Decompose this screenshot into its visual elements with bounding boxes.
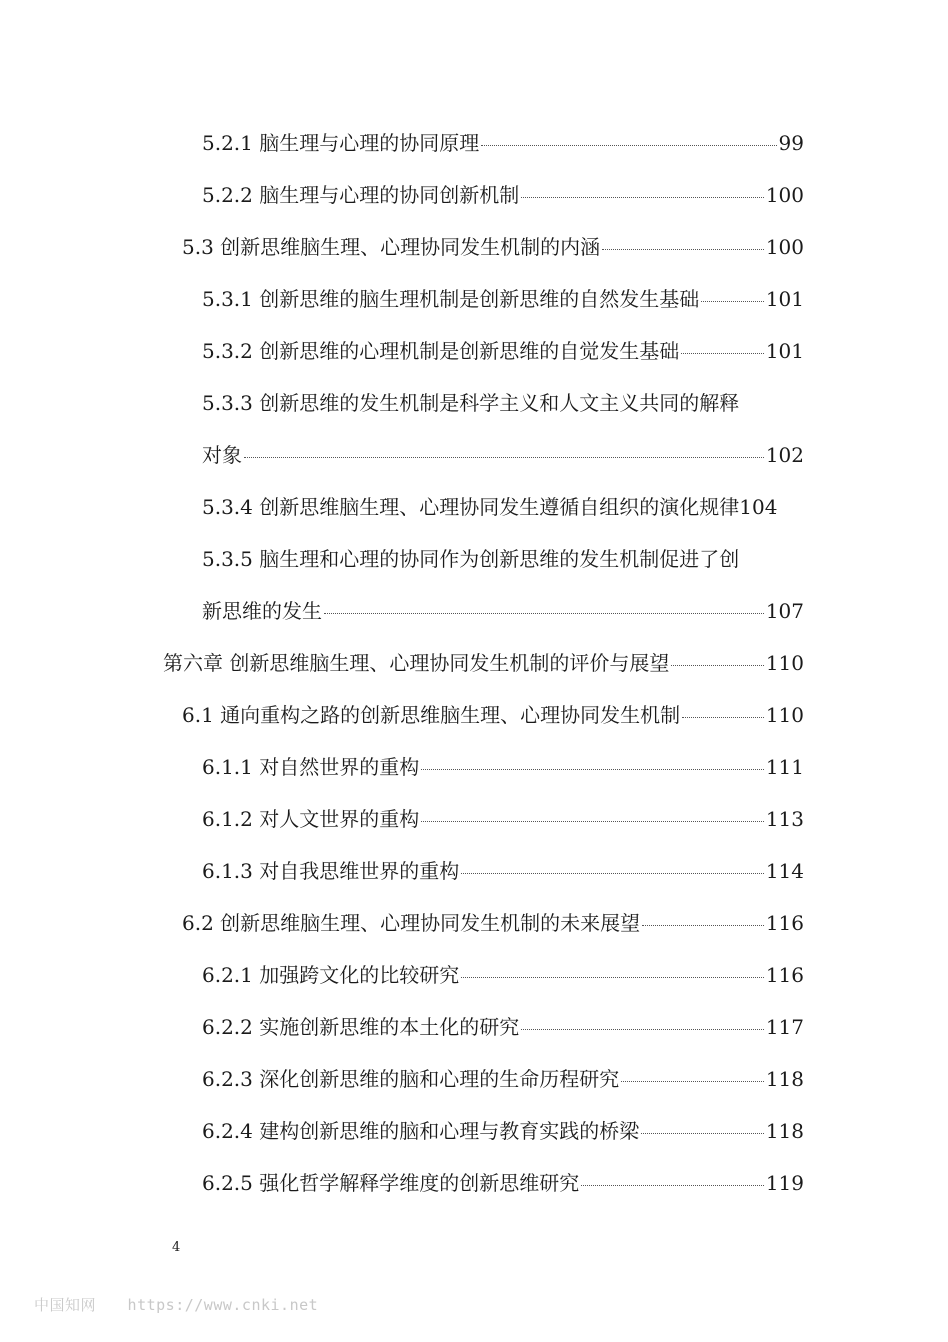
toc-entry-page: 113 [765,807,804,831]
toc-entry-title: 5.3 创新思维脑生理、心理协同发生机制的内涵 [182,235,601,259]
toc-entry-page: 119 [765,1171,804,1195]
toc-entry-page: 101 [765,287,804,311]
table-of-contents [0,117,948,1209]
toc-entry[interactable] [182,897,804,949]
toc-entry[interactable] [202,845,804,897]
toc-leader-dots [701,301,764,302]
toc-entry[interactable] [202,169,804,221]
toc-leader-dots [521,1029,764,1030]
toc-leader-dots [681,353,764,354]
toc-leader-dots [581,1185,764,1186]
toc-entry[interactable] [202,481,832,533]
toc-entry-page: 100 [765,183,804,207]
toc-entry-page: 110 [765,651,804,675]
toc-entry[interactable] [202,325,804,377]
toc-line [0,429,948,481]
toc-entry-page: 100 [765,235,804,259]
toc-line [0,1105,948,1157]
toc-leader-dots [461,873,764,874]
toc-line [0,169,948,221]
toc-chapter-entry[interactable] [163,637,804,689]
toc-entry-page: 114 [765,859,804,883]
toc-line [0,585,948,637]
toc-entry-title: 5.3.2 创新思维的心理机制是创新思维的自觉发生基础 [202,339,680,363]
toc-entry-page: 118 [765,1119,804,1143]
toc-entry[interactable] [202,273,804,325]
toc-entry[interactable] [202,793,804,845]
toc-leader-dots [621,1081,764,1082]
toc-entry-page: 110 [765,703,804,727]
toc-entry-title: 5.3.3 创新思维的发生机制是科学主义和人文主义共同的解释 [202,391,740,415]
toc-entry[interactable] [182,689,804,741]
toc-entry-title: 5.3.4 创新思维脑生理、心理协同发生遵循自组织的演化规律 [202,495,740,519]
toc-entry-page: 117 [765,1015,804,1039]
toc-entry-page: 111 [765,755,804,779]
toc-entry[interactable] [202,1001,804,1053]
toc-entry-title: 6.2.3 深化创新思维的脑和心理的生命历程研究 [202,1067,620,1091]
toc-leader-dots [671,665,763,666]
toc-entry-title: 5.3.5 脑生理和心理的协同作为创新思维的发生机制促进了创 [202,547,740,571]
toc-entry-title: 对象 [202,443,242,467]
toc-entry-page: 99 [778,131,804,155]
toc-entry-continuation[interactable] [202,429,804,481]
toc-entry[interactable] [182,221,804,273]
watermark-cn: 中国知网 [34,1296,97,1314]
toc-line [0,273,948,325]
toc-entry[interactable] [202,1105,804,1157]
toc-entry-page: 102 [765,443,804,467]
toc-leader-dots [602,249,764,250]
toc-entry-page: 118 [765,1067,804,1091]
watermark [34,1294,318,1315]
toc-line [0,637,948,689]
toc-entry-title: 5.2.1 脑生理与心理的协同原理 [202,131,480,155]
toc-line [0,741,948,793]
toc-entry-title: 6.2.1 加强跨文化的比较研究 [202,963,460,987]
toc-line [0,221,948,273]
toc-entry-page: 116 [765,963,804,987]
toc-line [0,793,948,845]
toc-leader-dots [642,925,764,926]
toc-entry-title: 6.2.5 强化哲学解释学维度的创新思维研究 [202,1171,580,1195]
toc-line [0,377,948,429]
toc-leader-dots [682,717,764,718]
toc-line [0,1157,948,1209]
toc-entry-title: 6.2.2 实施创新思维的本土化的研究 [202,1015,520,1039]
toc-entry[interactable] [202,1157,804,1209]
toc-leader-dots [324,613,764,614]
toc-entry-page: 116 [765,911,804,935]
toc-entry-continuation[interactable] [202,585,804,637]
toc-entry-title: 6.1.3 对自我思维世界的重构 [202,859,460,883]
toc-line [0,325,948,377]
toc-entry-title: 6.1.1 对自然世界的重构 [202,755,420,779]
toc-line [0,1001,948,1053]
page-number: 4 [172,1240,181,1255]
toc-entry-title: 6.2 创新思维脑生理、心理协同发生机制的未来展望 [182,911,641,935]
toc-line [0,117,948,169]
toc-entry-page: 104 [739,495,778,519]
toc-entry[interactable] [202,117,804,169]
toc-line [0,845,948,897]
toc-entry-title: 6.1 通向重构之路的创新思维脑生理、心理协同发生机制 [182,703,681,727]
toc-line [0,949,948,1001]
toc-leader-dots [244,457,764,458]
toc-entry[interactable] [202,949,804,1001]
toc-entry-page: 101 [765,339,804,363]
toc-leader-dots [641,1133,764,1134]
toc-leader-dots [521,197,764,198]
toc-entry-title: 新思维的发生 [202,599,322,623]
toc-entry[interactable] [202,1053,804,1105]
toc-leader-dots [421,769,764,770]
toc-entry-title: 第六章 创新思维脑生理、心理协同发生机制的评价与展望 [163,651,670,675]
toc-entry-title: 5.3.1 创新思维的脑生理机制是创新思维的自然发生基础 [202,287,700,311]
watermark-url: https://www.cnki.net [127,1296,319,1314]
toc-leader-dots [481,145,776,146]
toc-leader-dots [421,821,764,822]
toc-line [0,689,948,741]
toc-line [0,897,948,949]
toc-line [0,533,948,585]
toc-leader-dots [461,977,764,978]
toc-entry[interactable] [202,533,739,585]
toc-entry-title: 5.2.2 脑生理与心理的协同创新机制 [202,183,520,207]
toc-entry[interactable] [202,741,804,793]
toc-entry[interactable] [202,377,739,429]
toc-line [0,1053,948,1105]
toc-entry-title: 6.2.4 建构创新思维的脑和心理与教育实践的桥梁 [202,1119,640,1143]
toc-entry-page: 107 [765,599,804,623]
toc-entry-title: 6.1.2 对人文世界的重构 [202,807,420,831]
toc-line [0,481,948,533]
